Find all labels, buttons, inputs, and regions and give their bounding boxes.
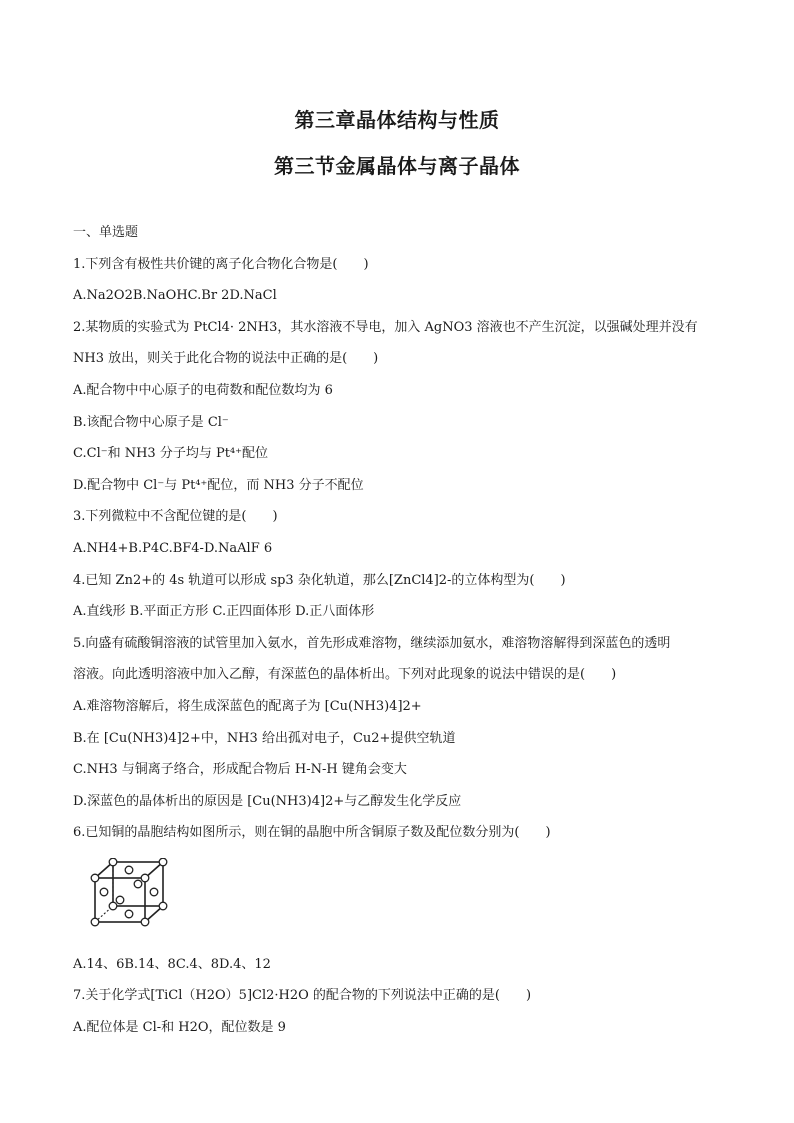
q5-stem-line2: 溶液。向此透明溶液中加入乙醇，有深蓝色的晶体析出。下列对此现象的说法中错误的是( ) — [73, 667, 617, 683]
q2-option-a: A.配合物中中心原子的电荷数和配位数均为 6 — [73, 382, 333, 398]
q5-option-c: C.NH3 与铜离子络合，形成配合物后 H-N-H 键角会变大 — [73, 762, 407, 778]
q7-option-a: A.配位体是 Cl-和 H2O，配位数是 9 — [73, 1020, 286, 1036]
q5-option-a: A.难溶物溶解后，将生成深蓝色的配离子为 [Cu(NH3)4]2+ — [73, 698, 422, 714]
q5-option-b: B.在 [Cu(NH3)4]2+中，NH3 给出孤对电子，Cu2+提供空轨道 — [73, 730, 456, 746]
q6-stem: 6.已知铜的晶胞结构如图所示，则在铜的晶胞中所含铜原子数及配位数分别为( ) — [73, 825, 551, 841]
q1-stem: 1.下列含有极性共价键的离子化合物化合物是( ) — [73, 256, 369, 272]
section-title: 第三节金属晶体与离子晶体 — [274, 154, 520, 178]
chapter-title: 第三章晶体结构与性质 — [294, 108, 500, 132]
q2-option-c: C.Cl⁻和 NH3 分子均与 Pt⁴⁺配位 — [73, 446, 269, 462]
q3-options: A.NH4+B.P4C.BF4-D.NaAlF 6 — [73, 540, 273, 556]
q7-stem: 7.关于化学式[TiCl（H2O）5]Cl2·H2O 的配合物的下列说法中正确的是( ) — [73, 988, 532, 1004]
q2-option-d: D.配合物中 Cl⁻与 Pt⁴⁺配位，而 NH3 分子不配位 — [73, 477, 364, 493]
section-label: 一、单选题 — [73, 225, 139, 240]
q6-options: A.14、6B.14、8C.4、8D.4、12 — [73, 956, 271, 972]
q5-stem-line1: 5.向盛有硫酸铜溶液的试管里加入氨水，首先形成难溶物，继续添加氨水，难溶物溶解得到深蓝色的透明 — [73, 635, 671, 651]
q1-options: A.Na2O2B.NaOHC.Br 2D.NaCl — [73, 288, 277, 304]
fcc-unit-cell-icon — [89, 858, 169, 928]
q5-option-d: D.深蓝色的晶体析出的原因是 [Cu(NH3)4]2+与乙醇发生化学反应 — [73, 793, 462, 809]
q4-options: A.直线形 B.平面正方形 C.正四面体形 D.正八面体形 — [73, 604, 375, 620]
question-list — [73, 222, 723, 1049]
q2-stem-line2: NH3 放出，则关于此化合物的说法中正确的是( ) — [73, 351, 379, 367]
q2-stem-line1: 2.某物质的实验式为 PtCl4· 2NH3，其水溶液不导电，加入 AgNO3 溶液也不产生沉淀，以强碱处理并没有 — [73, 319, 698, 335]
q2-option-b: B.该配合物中心原子是 Cl⁻ — [73, 414, 229, 430]
q4-stem: 4.已知 Zn2+的 4s 轨道可以形成 sp3 杂化轨道，那么[ZnCl4]2-的立体构型为( ) — [73, 572, 566, 588]
q6-figure — [73, 854, 723, 954]
q3-stem: 3.下列微粒中不含配位键的是( ) — [73, 509, 278, 525]
